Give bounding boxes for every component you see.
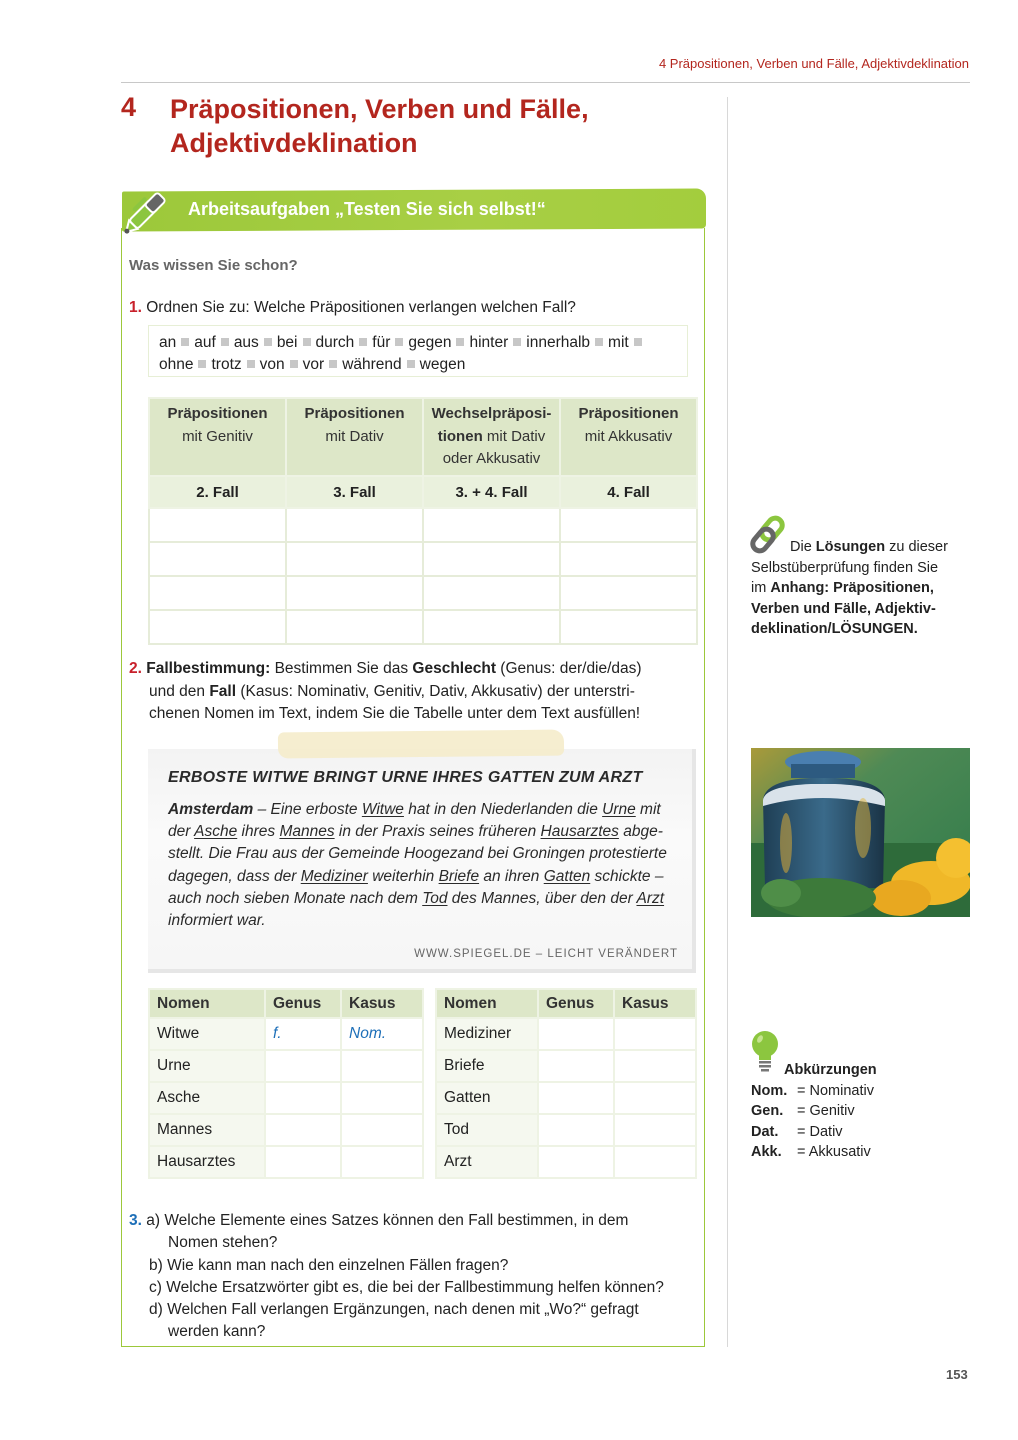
genus-cell[interactable]: f. — [265, 1018, 341, 1050]
genus-cell[interactable] — [538, 1082, 614, 1114]
underlined-noun: Asche — [194, 823, 238, 841]
genus-cell[interactable] — [538, 1050, 614, 1082]
noun-table-header: Genus — [538, 989, 614, 1018]
separator-square-icon — [247, 360, 255, 368]
noun-table-row — [436, 1082, 696, 1114]
separator-square-icon — [407, 360, 415, 368]
noun-cell: Mannes — [149, 1114, 265, 1146]
article-text: ihres — [237, 823, 280, 841]
noun-table-row — [149, 1082, 423, 1114]
case-label: 3. Fall — [286, 476, 423, 508]
question-text: Wie kann man nach den einzelnen Fällen fragen? — [167, 1256, 509, 1274]
separator-square-icon — [181, 338, 189, 346]
article-text: abge-​stellt. Die Frau aus der Gemeinde Hoogezand bei Groningen protestierte dagegen, dass der — [168, 823, 667, 885]
article-text: schickte – auch noch sieben Monate nach dem — [168, 867, 664, 907]
genus-cell[interactable] — [265, 1082, 341, 1114]
genus-cell[interactable] — [265, 1050, 341, 1082]
answer-row — [149, 610, 697, 644]
answer-row — [149, 542, 697, 576]
preposition-word: wegen — [419, 356, 466, 373]
prep-col-genitiv-header: Präpositionen mit Genitiv — [149, 398, 286, 476]
task-3-question — [129, 1299, 704, 1321]
pen-icon — [116, 184, 176, 240]
noun-table-header: Nomen — [436, 989, 538, 1018]
separator-square-icon — [395, 338, 403, 346]
kasus-cell[interactable] — [614, 1146, 696, 1178]
answer-cell[interactable] — [286, 542, 423, 576]
separator-square-icon — [290, 360, 298, 368]
case-label: 3. + 4. Fall — [423, 476, 560, 508]
preposition-word: gegen — [408, 334, 452, 351]
answer-row — [149, 508, 697, 542]
kasus-cell[interactable] — [614, 1082, 696, 1114]
answer-cell[interactable] — [286, 610, 423, 644]
prep-col-akkusativ-header: Präpositionen mit Akkusativ — [560, 398, 697, 476]
preposition-word: mit — [608, 334, 629, 351]
task-3-question — [129, 1210, 704, 1232]
column-divider — [727, 97, 728, 1347]
page-number: 153 — [946, 1367, 968, 1382]
noun-cell: Arzt — [436, 1146, 538, 1178]
underlined-noun: Urne — [602, 801, 636, 818]
noun-cell: Gatten — [436, 1082, 538, 1114]
article-text: mit der — [168, 801, 661, 841]
kasus-cell[interactable]: Nom. — [341, 1018, 423, 1050]
question-label: d) — [149, 1301, 168, 1319]
task-2-number: 2. — [129, 660, 142, 677]
genus-cell[interactable] — [265, 1146, 341, 1178]
article-text: an ihren — [479, 867, 544, 885]
separator-square-icon — [264, 338, 272, 346]
chapter-title-line1: Präpositionen, Verben und Fälle, — [170, 94, 589, 124]
genus-cell[interactable] — [538, 1018, 614, 1050]
article-text: hat in den Niederlanden die — [403, 801, 603, 818]
kasus-cell[interactable] — [614, 1114, 696, 1146]
tape-decoration — [278, 730, 564, 759]
chapter-number: 4 — [121, 92, 137, 122]
answer-cell[interactable] — [286, 576, 423, 610]
separator-square-icon — [513, 338, 521, 346]
article-body — [168, 799, 680, 932]
preposition-word: innerhalb — [526, 334, 591, 351]
question-text-continued: Nomen stehen? — [168, 1234, 278, 1252]
separator-square-icon — [221, 338, 229, 346]
question-text: Welche Elemente eines Satzes können den Fall bestimmen, in dem — [164, 1212, 629, 1229]
underlined-noun: Briefe — [438, 867, 480, 885]
article-text: weiterhin — [367, 867, 439, 885]
answer-cell[interactable] — [560, 542, 697, 576]
chapter-title — [170, 92, 690, 160]
noun-table-header: Kasus — [614, 989, 696, 1018]
kasus-cell[interactable] — [341, 1082, 423, 1114]
answer-cell[interactable] — [560, 610, 697, 644]
answer-cell[interactable] — [423, 576, 560, 610]
noun-table-right — [435, 988, 697, 1179]
article-source: WWW.SPIEGEL.DE – LEICHT VERÄNDERT — [414, 948, 678, 960]
task-2-instruction: 2. Fallbestimmung: Bestimmen Sie das Geschlecht (Genus: der/die/das) und den Fall (Kasus: Nominativ, Genitiv, Dativ, Akkusativ) der unterstri- chenen Nomen im Text, indem Sie die Tabelle unter dem Text ausfüllen! — [129, 660, 642, 722]
noun-table-row — [149, 1114, 423, 1146]
noun-table-row — [436, 1146, 696, 1178]
noun-table-row — [149, 1050, 423, 1082]
task-1-text: Ordnen Sie zu: Welche Präpositionen verlangen welchen Fall? — [146, 299, 576, 316]
article-text: in der Praxis seines früheren — [334, 823, 541, 841]
answer-cell[interactable] — [149, 576, 286, 610]
noun-table-left — [148, 988, 424, 1179]
underlined-noun: Mediziner — [300, 867, 368, 885]
task-2-label: Fallbestimmung: — [146, 660, 271, 677]
case-label: 2. Fall — [149, 476, 286, 508]
answer-cell[interactable] — [560, 508, 697, 542]
preposition-word: auf — [194, 334, 216, 351]
article-text: des Mannes, über den der — [447, 889, 637, 907]
answer-cell[interactable] — [423, 542, 560, 576]
question-text: Welche Ersatzwörter gibt es, die bei der Fallbestimmung helfen können? — [166, 1278, 664, 1296]
answer-cell[interactable] — [560, 576, 697, 610]
abbreviation-item: Akk. = Akkusativ — [751, 1144, 871, 1160]
question-label: b) — [149, 1256, 168, 1274]
preposition-word: hinter — [469, 334, 509, 351]
preposition-word: bei — [276, 334, 298, 351]
noun-cell: Mediziner — [436, 1018, 538, 1050]
preposition-word: für — [372, 334, 391, 351]
noun-table-row — [149, 1146, 423, 1178]
preposition-word: aus — [233, 334, 259, 351]
abbreviation-item: Gen. = Genitiv — [751, 1103, 855, 1119]
kasus-cell[interactable] — [341, 1050, 423, 1082]
task-3-questions — [129, 1210, 704, 1344]
task-3-number: 3. — [129, 1212, 147, 1229]
abbreviations-title: Abkürzungen — [784, 1062, 877, 1078]
answer-cell[interactable] — [423, 508, 560, 542]
noun-table-row — [436, 1114, 696, 1146]
section-banner-title: Arbeitsaufgaben „Testen Sie sich selbst!“ — [188, 199, 546, 219]
underlined-noun: Gatten — [543, 867, 591, 885]
question-label: a) — [146, 1212, 165, 1229]
noun-table-row — [149, 1018, 423, 1050]
kasus-cell[interactable] — [341, 1114, 423, 1146]
noun-cell: Hausarztes — [149, 1146, 265, 1178]
genus-cell[interactable] — [538, 1146, 614, 1178]
urn-photo — [751, 748, 970, 917]
separator-square-icon — [359, 338, 367, 346]
intro-question: Was wissen Sie schon? — [129, 257, 298, 274]
separator-square-icon — [634, 338, 642, 346]
separator-square-icon — [595, 338, 603, 346]
article-headline: ERBOSTE WITWE BRINGT URNE IHRES GATTEN ZUM ARZT — [168, 769, 643, 786]
kasus-cell[interactable] — [614, 1050, 696, 1082]
underlined-noun: Mannes — [279, 823, 335, 841]
separator-square-icon — [456, 338, 464, 346]
kasus-cell[interactable] — [341, 1146, 423, 1178]
answer-cell[interactable] — [423, 610, 560, 644]
noun-cell: Briefe — [436, 1050, 538, 1082]
noun-cell: Tod — [436, 1114, 538, 1146]
answer-cell[interactable] — [149, 610, 286, 644]
noun-table-header: Genus — [265, 989, 341, 1018]
solutions-note: Die Lösungen zu dieser Selbstüberprüfung finden Sie im Anhang: Präpositionen, Verben und Fälle, Adjektiv- deklination/LÖSUNGEN. — [751, 539, 948, 637]
preposition-word: trotz — [211, 356, 242, 373]
case-label: 4. Fall — [560, 476, 697, 508]
preposition-word: vor — [302, 356, 325, 373]
running-header: 4 Präpositionen, Verben und Fälle, Adjektivdeklination — [658, 56, 969, 71]
task-1-number: 1. — [129, 299, 142, 316]
separator-square-icon — [198, 360, 206, 368]
noun-cell: Urne — [149, 1050, 265, 1082]
task-1-instruction — [129, 299, 576, 317]
word-bank — [148, 325, 688, 377]
abbreviations-box — [751, 1060, 877, 1163]
prep-col-dativ-header: Präpositionen mit Dativ — [286, 398, 423, 476]
task-3-question — [129, 1277, 704, 1299]
preposition-table — [148, 397, 698, 645]
noun-cell: Asche — [149, 1082, 265, 1114]
noun-table-header: Kasus — [341, 989, 423, 1018]
preposition-word: von — [259, 356, 285, 373]
question-text: Welchen Fall verlangen Ergänzungen, nach denen mit „Wo?“ gefragt — [167, 1301, 639, 1319]
answer-cell[interactable] — [286, 508, 423, 542]
noun-table-row — [436, 1018, 696, 1050]
task-3-question — [129, 1255, 704, 1277]
underlined-noun: Arzt — [636, 889, 665, 907]
noun-table-header: Nomen — [149, 989, 265, 1018]
preposition-word: durch — [315, 334, 355, 351]
abbreviation-item: Dat. = Dativ — [751, 1123, 843, 1140]
article-dateline: Amsterdam — [168, 801, 254, 818]
genus-cell[interactable] — [538, 1114, 614, 1146]
kasus-cell[interactable] — [614, 1018, 696, 1050]
underlined-noun: Tod — [422, 889, 448, 907]
answer-cell[interactable] — [149, 542, 286, 576]
answer-row — [149, 576, 697, 610]
article-text: informiert war. — [168, 912, 266, 930]
separator-square-icon — [329, 360, 337, 368]
question-label: c) — [149, 1278, 167, 1296]
preposition-word: an — [159, 334, 177, 351]
prep-col-wechsel-header: Wechselpräposi- tionen mit Dativ oder Akkusativ — [423, 398, 560, 476]
preposition-word: während — [342, 356, 402, 373]
underlined-noun: Witwe — [361, 801, 404, 818]
header-divider — [121, 82, 970, 83]
article-text: – Eine erboste — [253, 801, 362, 818]
underlined-noun: Hausarztes — [540, 823, 619, 841]
question-text-continued: werden kann? — [168, 1323, 266, 1341]
answer-cell[interactable] — [149, 508, 286, 542]
abbreviation-item: Nom. = Nominativ — [751, 1082, 874, 1099]
separator-square-icon — [303, 338, 311, 346]
preposition-word: ohne — [159, 356, 194, 373]
chapter-title-line2: Adjektivdeklination — [170, 128, 418, 158]
noun-table-row — [436, 1050, 696, 1082]
genus-cell[interactable] — [265, 1114, 341, 1146]
noun-cell: Witwe — [149, 1018, 265, 1050]
